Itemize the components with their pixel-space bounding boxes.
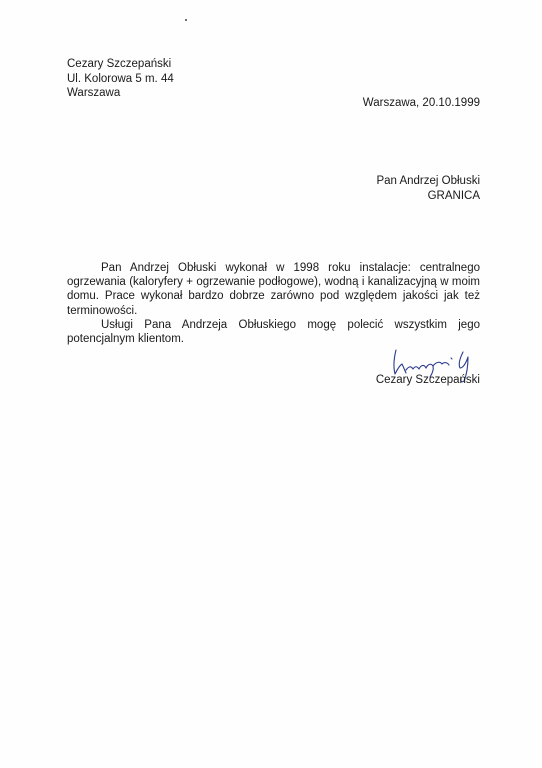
letter-body [67, 261, 480, 346]
body-paragraph-1: Pan Andrzej Obłuski wykonał w 1998 roku instalacje: centralnego ogrzewania (kaloryfery + ogrzewanie podłogowe), wodną i kanalizacyjną w moim domu. Prace wykonał bardzo dobrze zarówno pod względem jakości jak też terminowości. [67, 262, 480, 317]
date-line: Warszawa, 20.10.1999 [362, 97, 480, 109]
body-paragraph-2: Usługi Pana Andrzeja Obłuskiego mogę polecić wszystkim jego potencjalnym klientom. [67, 318, 480, 346]
recipient-name: Pan Andrzej Obłuski [376, 175, 480, 187]
sender-address [67, 57, 174, 101]
signer-name: Cezary Szczepański [375, 374, 480, 386]
sender-street: Ul. Kolorowa 5 m. 44 [67, 72, 174, 85]
sender-name: Cezary Szczepański [67, 58, 172, 70]
recipient-address [376, 174, 480, 203]
paper-speck [185, 19, 187, 21]
sender-city: Warszawa [67, 87, 121, 99]
recipient-place: GRANICA [427, 189, 480, 202]
